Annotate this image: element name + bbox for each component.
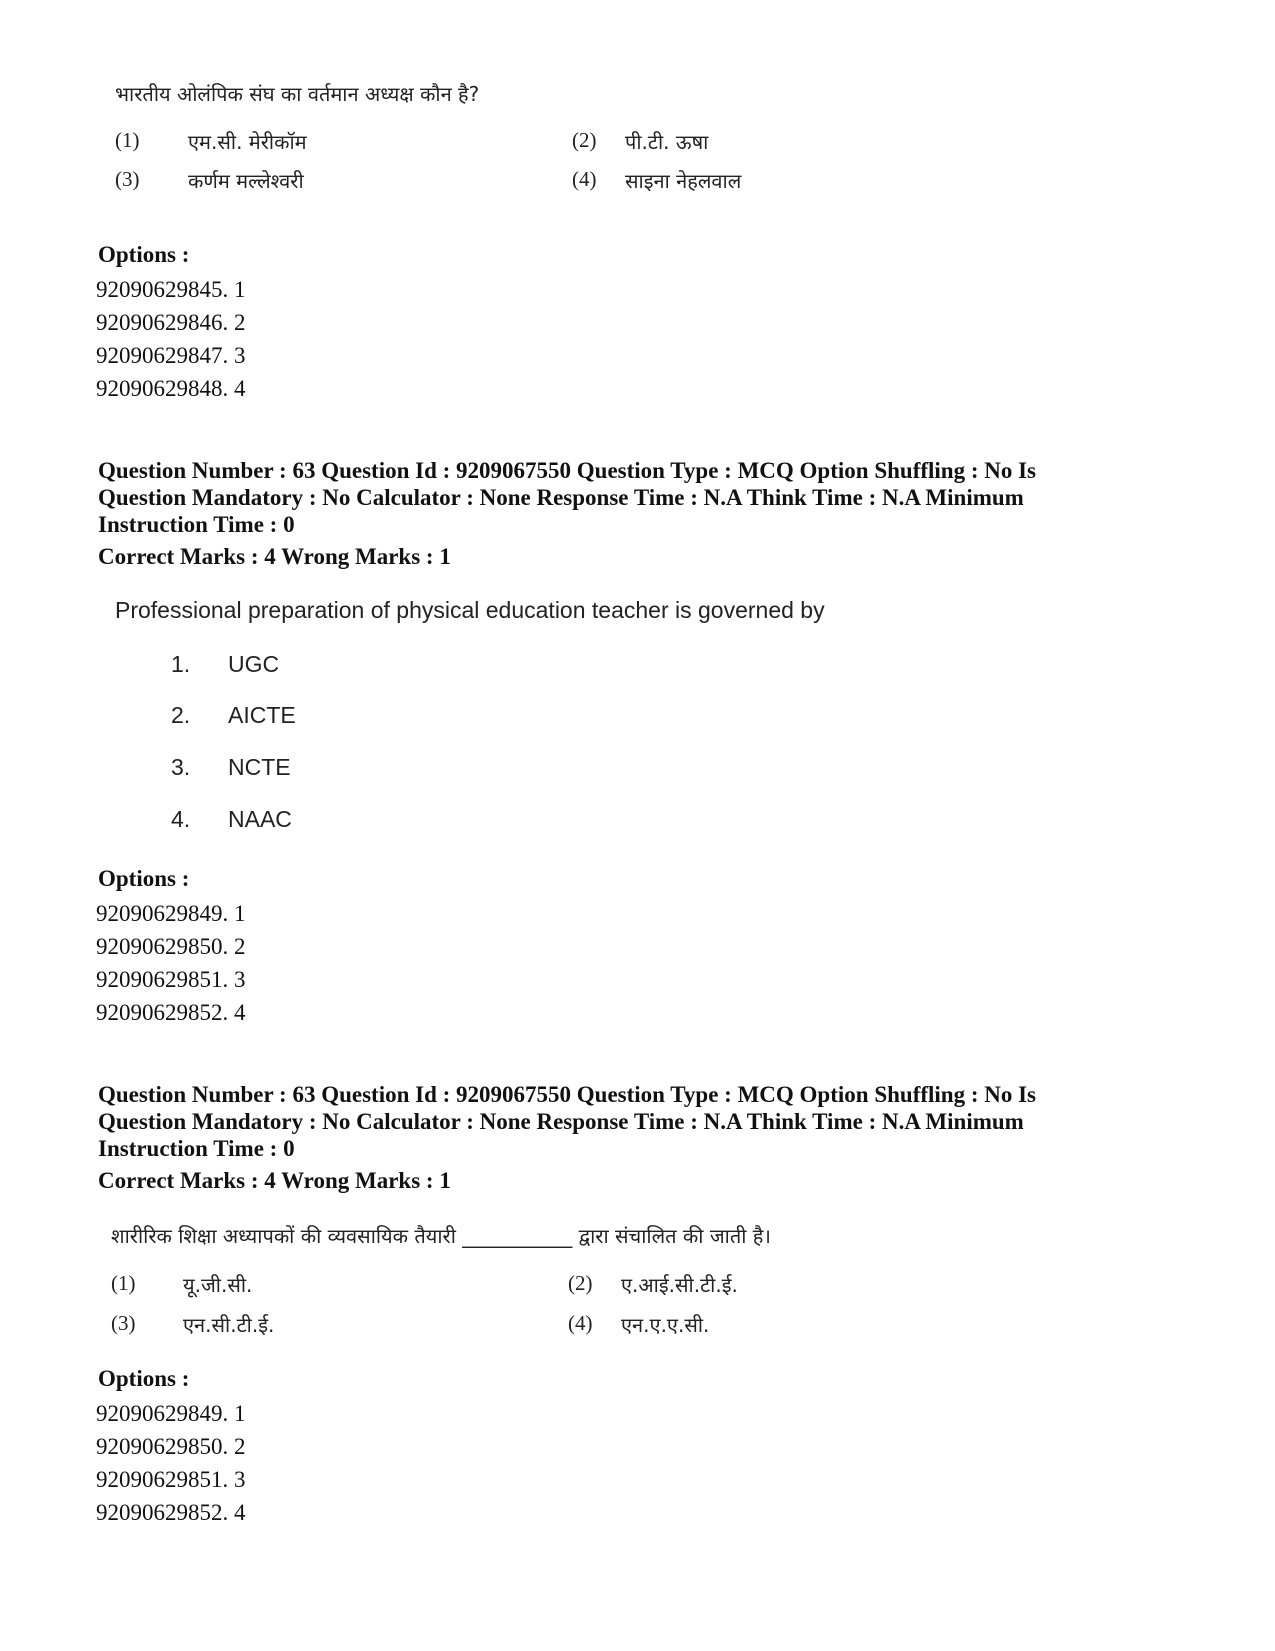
choice-number: (1) <box>115 128 140 152</box>
option-line: 92090629852. 4 <box>96 1000 246 1025</box>
option-line: 92090629845. 1 <box>96 277 246 302</box>
choice-number: 1. <box>171 651 191 677</box>
choice-text: एम.सी. मेरीकॉम <box>188 130 307 154</box>
options-list <box>96 273 246 405</box>
marks-info: Correct Marks : 4 Wrong Marks : 1 <box>98 544 451 569</box>
marks-info: Correct Marks : 4 Wrong Marks : 1 <box>98 1168 451 1193</box>
choice-text: ए.आई.सी.टी.ई. <box>621 1273 738 1297</box>
options-list <box>96 1397 246 1529</box>
choice-number: (3) <box>111 1311 136 1335</box>
option-line: 92090629846. 2 <box>96 310 246 335</box>
choice-number: (4) <box>572 167 597 191</box>
choice-number: (2) <box>568 1271 593 1295</box>
option-line: 92090629851. 3 <box>96 967 246 992</box>
choice-number: 4. <box>171 806 191 832</box>
question-image-text-hindi: शारीरिक शिक्षा अध्यापकों की व्यवसायिक तैयारी ___________ द्वारा संचालित की जाती है। <box>111 1224 771 1248</box>
option-line: 92090629847. 3 <box>96 343 246 368</box>
question-metadata: Question Number : 63 Question Id : 9209067550 Question Type : MCQ Option Shuffling : No Is Question Mandatory : No Calculator : None Response Time : N.A Think Time : N.A Minimum Instruction Time : 0 <box>98 1082 1037 1161</box>
option-line: 92090629851. 3 <box>96 1467 246 1492</box>
choice-text: एन.ए.ए.सी. <box>621 1313 710 1337</box>
choice-number: 2. <box>171 702 191 728</box>
option-line: 92090629849. 1 <box>96 901 246 926</box>
choice-number: (3) <box>115 167 140 191</box>
choice-number: (4) <box>568 1311 593 1335</box>
choice-number: (2) <box>572 128 597 152</box>
choice-text: कर्णम मल्लेश्वरी <box>188 169 304 193</box>
choice-text: UGC <box>228 651 280 677</box>
options-heading: Options : <box>98 242 190 267</box>
choice-text: NCTE <box>228 754 291 780</box>
options-list <box>96 897 246 1029</box>
choice-text: एन.सी.टी.ई. <box>183 1313 275 1337</box>
choice-number: 3. <box>171 754 191 780</box>
option-line: 92090629852. 4 <box>96 1500 246 1525</box>
question-image-text-hindi: भारतीय ओलंपिक संघ का वर्तमान अध्यक्ष कौन है? <box>115 82 480 106</box>
choice-text: AICTE <box>228 702 296 728</box>
choice-number: (1) <box>111 1271 136 1295</box>
option-line: 92090629849. 1 <box>96 1401 246 1426</box>
options-heading: Options : <box>98 866 190 891</box>
option-line: 92090629850. 2 <box>96 934 246 959</box>
option-line: 92090629850. 2 <box>96 1434 246 1459</box>
options-heading: Options : <box>98 1366 190 1391</box>
choice-text: यू.जी.सी. <box>183 1273 253 1297</box>
choice-text: NAAC <box>228 806 292 832</box>
question-image-text-english: Professional preparation of physical education teacher is governed by <box>115 597 825 623</box>
question-metadata: Question Number : 63 Question Id : 9209067550 Question Type : MCQ Option Shuffling : No Is Question Mandatory : No Calculator : None Response Time : N.A Think Time : N.A Minimum Instruction Time : 0 <box>98 458 1037 537</box>
choice-text: पी.टी. ऊषा <box>625 130 709 154</box>
option-line: 92090629848. 4 <box>96 376 246 401</box>
choice-text: साइना नेहलवाल <box>625 169 742 193</box>
